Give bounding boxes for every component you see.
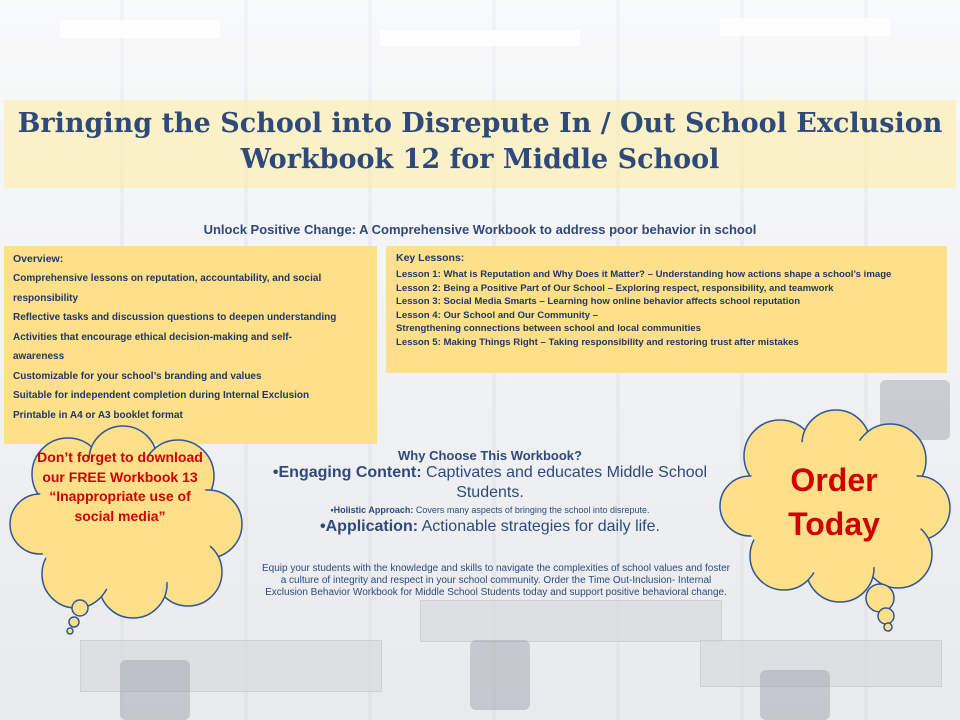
key-lessons-heading: Key Lessons: (396, 252, 465, 264)
promo-paragraph: Equip your students with the knowledge and skills to navigate the complexities of school values and foster a culture of integrity and respect in your school community. Order the Time Out-Inclusion- Internal Exclusion Behavior Workbook for Middle School Students today and support positive behavioral change. (261, 563, 731, 598)
chair (760, 670, 830, 720)
title-line-2: Workbook 12 for Middle School (240, 144, 720, 175)
holistic-approach-line (240, 503, 740, 517)
engaging-text: Captivates and educates Middle School Students. (421, 464, 708, 501)
desk (420, 600, 722, 642)
ceiling-light (380, 30, 580, 46)
order-line: Order (790, 462, 878, 498)
page-title (0, 106, 960, 178)
why-title: Why Choose This Workbook? (398, 448, 582, 463)
overview-item: Activities that encourage ethical decision-making and self- (13, 331, 292, 343)
overview-item: Suitable for independent completion during Internal Exclusion (13, 390, 310, 401)
today-line: Today (788, 506, 880, 542)
engaging-content-line (240, 463, 740, 503)
free-workbook-text: Don’t forget to download our FREE Workbook 13 “Inappropriate use of social media” (37, 449, 203, 524)
application-label: •Application: (320, 518, 419, 535)
chair (120, 660, 190, 720)
holistic-label: •Holistic Approach: (330, 505, 414, 515)
ceiling-light (720, 18, 890, 36)
application-text: Actionable strategies for daily life. (418, 518, 660, 535)
holistic-text: Covers many aspects of bringing the school into disrepute. (413, 505, 650, 515)
engaging-label: •Engaging Content: (272, 464, 422, 481)
lesson-item: Lesson 2: Being a Positive Part of Our School – Exploring respect, responsibility, and teamwork (396, 282, 834, 294)
lesson-item: Strengthening connections between school and local communities (396, 323, 701, 335)
overview-heading: Overview: (13, 253, 64, 265)
lesson-item: Lesson 5: Making Things Right – Taking responsibility and restoring trust after mistakes (396, 336, 799, 348)
overview-item: Comprehensive lessons on reputation, accountability, and social (13, 273, 322, 284)
ceiling-light (60, 20, 220, 38)
lesson-item: Lesson 4: Our School and Our Community – (396, 309, 599, 321)
title-line-1: Bringing the School into Disrepute In / Out School Exclusion (17, 108, 943, 139)
chair (470, 640, 530, 710)
overview-item: Customizable for your school’s branding and values (13, 370, 262, 382)
subtitle: Unlock Positive Change: A Comprehensive Workbook to address poor behavior in school (203, 222, 757, 237)
why-choose-section (240, 448, 740, 537)
application-line (240, 517, 740, 537)
overview-item: awareness (13, 351, 65, 362)
lesson-item: Lesson 1: What is Reputation and Why Does it Matter? – Understanding how actions shape a school’s image (396, 269, 892, 280)
key-lessons-box (386, 246, 947, 373)
order-today-text[interactable] (754, 458, 914, 546)
overview-item: Reflective tasks and discussion questions to deepen understanding (13, 312, 337, 323)
overview-item: responsibility (13, 292, 79, 304)
lesson-item: Lesson 3: Social Media Smarts – Learning how online behavior affects school reputation (396, 296, 801, 308)
overview-box (4, 246, 377, 444)
overview-item: Printable in A4 or A3 booklet format (13, 409, 183, 421)
